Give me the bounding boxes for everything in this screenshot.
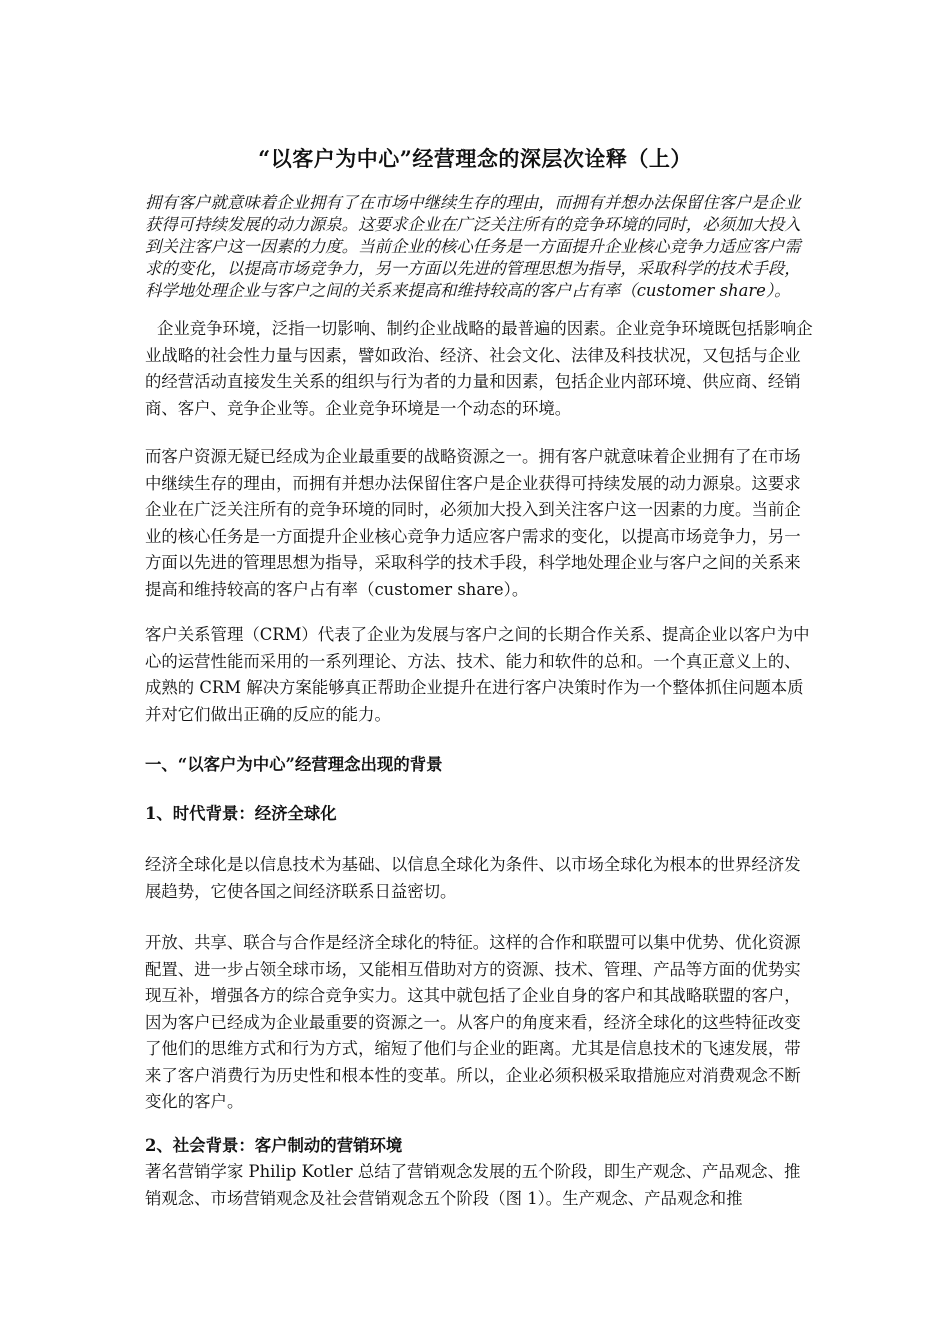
- paragraph-kotler: 著名营销学家 Philip Kotler 总结了营销观念发展的五个阶段，即生产观念、产品观念、推销观念、市场营销观念及社会营销观念五个阶段（图 1）。生产观念、产品观念和推: [145, 1162, 801, 1208]
- subheading-globalization: 1、时代背景：经济全球化: [145, 804, 337, 823]
- section-heading-background: 一、“以客户为中心”经营理念出现的背景: [145, 755, 443, 774]
- paragraph-globalization-definition: 经济全球化是以信息技术为基础、以信息全球化为条件、以市场全球化为根本的世界经济发展趋势，它使各国之间经济联系日益密切。: [145, 855, 801, 901]
- paragraph-customer-resources: 而客户资源无疑已经成为企业最重要的战略资源之一。拥有客户就意味着企业拥有了在市场中继续生存的理由，而拥有并想办法保留住客户是企业获得可持续发展的动力源泉。这要求企业在广泛关注所有的竞争环境的同时，必须加大投入到关注客户这一因素的力度。当前企业的核心任务是一方面提升企业核心竞争力适应客户需求的变化，以提高市场竞争力，另一方面以先进的管理思想为指导，采取科学的技术手段，科学地处理企业与客户之间的关系来提高和维持较高的客户占有率（customer share）。: [145, 447, 801, 599]
- paragraph-globalization-features: 开放、共享、联合与合作是经济全球化的特征。这样的合作和联盟可以集中优势、优化资源配置、进一步占领全球市场，又能相互借助对方的资源、技术、管理、产品等方面的优势实现互补，增强各方的综合竞争实力。这其中就包括了企业自身的客户和其战略联盟的客户，因为客户已经成为企业最重要的资源之一。从客户的角度来看，经济全球化的这些特征改变了他们的思维方式和行为方式，缩短了他们与企业的距离。尤其是信息技术的飞速发展，带来了客户消费行为历史性和根本性的变革。所以，企业必须积极采取措施应对消费观念不断变化的客户。: [145, 933, 801, 1111]
- document-title: “以客户为中心”经营理念的深层次诠释（上）: [258, 146, 692, 171]
- paragraph-competitive-environment: 企业竞争环境，泛指一切影响、制约企业战略的最普遍的因素。企业竞争环境既包括影响企业战略的社会性力量与因素，譬如政治、经济、社会文化、法律及科技状况，又包括与企业的经营活动直接发生关系的组织与行为者的力量和因素，包括企业内部环境、供应商、经销商、客户、竞争企业等。企业竞争环境是一个动态的环境。: [145, 319, 813, 418]
- abstract-paragraph: 拥有客户就意味着企业拥有了在市场中继续生存的理由，而拥有并想办法保留住客户是企业获得可持续发展的动力源泉。这要求企业在广泛关注所有的竞争环境的同时，必须加大投入到关注客户这一因素的力度。当前企业的核心任务是一方面提升企业核心竞争力适应客户需求的变化，以提高市场竞争力，另一方面以先进的管理思想为指导，采取科学的技术手段，科学地处理企业与客户之间的关系来提高和维持较高的客户占有率（customer share）。: [145, 193, 801, 300]
- paragraph-crm: 客户关系管理（CRM）代表了企业为发展与客户之间的长期合作关系、提高企业以客户为中心的运营性能而采用的一系列理论、方法、技术、能力和软件的总和。一个真正意义上的、成熟的 CRM 解决方案能够真正帮助企业提升在进行客户决策时作为一个整体抓住问题本质并对它们做出正确的反应的能力。: [145, 625, 810, 724]
- subheading-social-background: 2、社会背景：客户制动的营销环境: [145, 1136, 403, 1155]
